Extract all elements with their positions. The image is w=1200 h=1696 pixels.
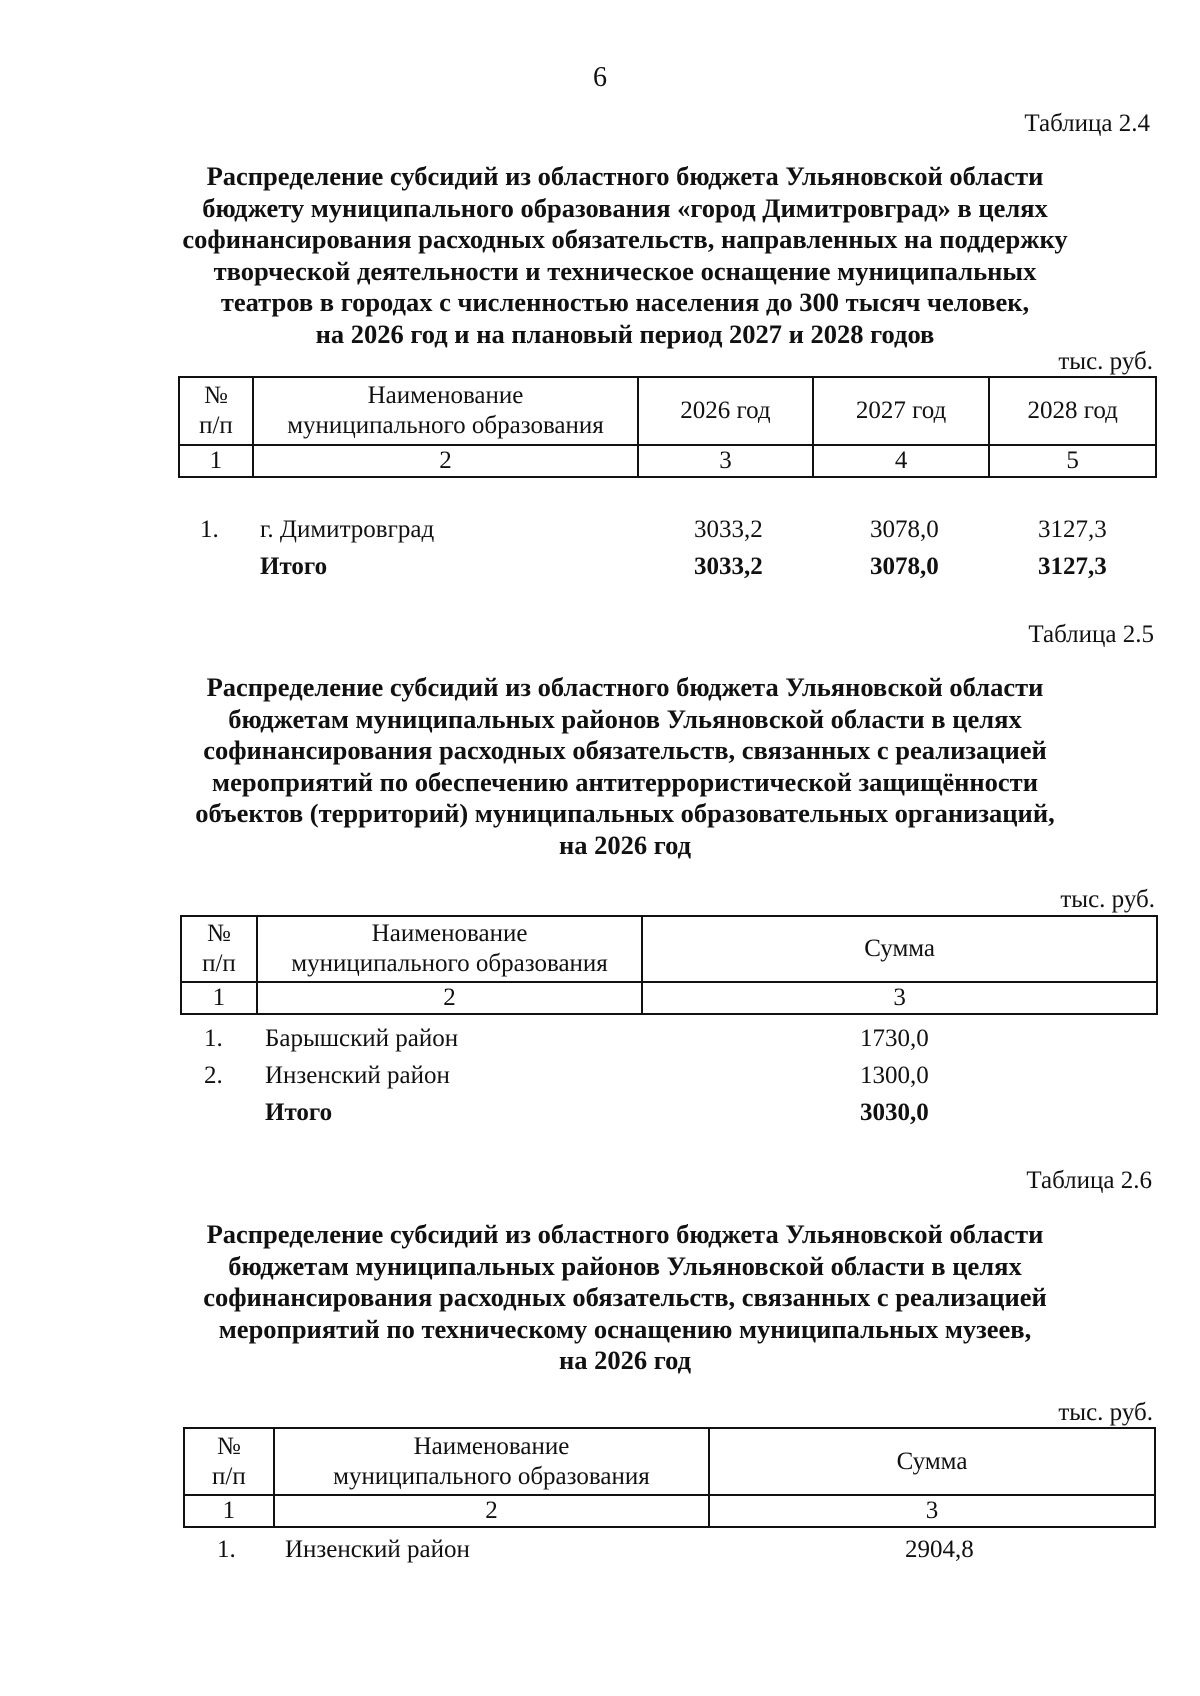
col-number: 1: [179, 445, 253, 477]
col-number: 3: [642, 982, 1157, 1014]
title-line: на 2026 год: [558, 1345, 692, 1375]
table-2-5-header: [180, 915, 1158, 1015]
row-number: 1.: [217, 1536, 236, 1563]
row-value-2028: 3127,3: [1038, 516, 1107, 543]
title-line: бюджетам муниципальных районов Ульяновской области в целях: [228, 1250, 1022, 1281]
header-name-line2: муниципального образования: [333, 1462, 650, 1490]
title-line: бюджету муниципального образования «город Димитровград» в целях: [202, 192, 1048, 223]
row-number: 1.: [200, 516, 219, 543]
header-number: [184, 1428, 274, 1495]
table-2-5-unit: тыс. руб.: [1060, 886, 1155, 913]
table-2-4-header: [178, 376, 1157, 478]
header-2026: 2026 год: [638, 377, 813, 445]
table-2-4-label: Таблица 2.4: [1024, 110, 1150, 137]
table-2-6-header: [183, 1427, 1156, 1528]
col-number: 4: [813, 445, 990, 477]
header-number: [179, 377, 253, 445]
header-sum: Сумма: [642, 916, 1157, 982]
title-line: бюджетам муниципальных районов Ульяновской области в целях: [228, 703, 1022, 734]
header-number: [181, 916, 257, 982]
title-line: Распределение субсидий из областного бюджета Ульяновской области: [206, 161, 1044, 191]
row-name: г. Димитровград: [260, 516, 435, 543]
header-sum: Сумма: [709, 1428, 1155, 1495]
total-sum: 3030,0: [860, 1099, 929, 1126]
col-number: 1: [184, 1495, 274, 1527]
col-number: 2: [257, 982, 642, 1014]
col-number: 2: [253, 445, 638, 477]
header-number-line2: п/п: [212, 1462, 246, 1490]
title-line: творческой деятельности и техническое оснащение муниципальных: [213, 255, 1037, 286]
page-number: 6: [593, 62, 607, 93]
header-name-line2: муниципального образования: [287, 412, 604, 439]
table-total-row: [180, 1099, 1158, 1131]
title-line: Распределение субсидий из областного бюджета Ульяновской области: [206, 672, 1044, 702]
header-name: [274, 1428, 709, 1495]
row-name: Барышский район: [265, 1025, 459, 1052]
title-line: мероприятий по техническому оснащению муниципальных музеев,: [218, 1313, 1032, 1344]
table-row: [183, 1536, 1156, 1568]
col-number: 1: [181, 982, 257, 1014]
table-2-6-label: Таблица 2.6: [1026, 1167, 1152, 1194]
table-2-6-unit: тыс. руб.: [1058, 1399, 1153, 1426]
table-2-4-title: [150, 161, 1100, 350]
col-number: 3: [709, 1495, 1155, 1527]
header-2028: 2028 год: [989, 377, 1156, 445]
row-value-2026: 3033,2: [694, 516, 763, 543]
header-name: [253, 377, 638, 445]
header-2027: 2027 год: [813, 377, 990, 445]
header-number-line1: №: [203, 382, 228, 409]
row-name: Инзенский район: [265, 1062, 450, 1089]
total-label: Итого: [260, 553, 328, 580]
header-number-line1: №: [206, 920, 231, 947]
table-2-6-title: [150, 1219, 1100, 1377]
total-label: Итого: [265, 1099, 333, 1126]
col-number: 2: [274, 1495, 709, 1527]
title-line: Распределение субсидий из областного бюджета Ульяновской области: [206, 1219, 1044, 1249]
title-line: объектов (территорий) муниципальных образовательных организаций,: [195, 798, 1055, 828]
header-name: [257, 916, 642, 982]
title-line: софинансирования расходных обязательств, связанных с реализацией: [203, 1282, 1047, 1312]
table-total-row: [178, 553, 1157, 585]
total-value-2026: 3033,2: [694, 553, 763, 580]
row-sum: 1300,0: [860, 1062, 929, 1089]
title-line: мероприятий по обеспечению антитеррористической защищённости: [212, 766, 1038, 797]
row-number: 2.: [204, 1062, 223, 1089]
title-line: на 2026 год: [558, 829, 692, 860]
header-number-line2: п/п: [199, 412, 233, 439]
col-number: 5: [989, 445, 1156, 477]
table-row: [180, 1025, 1158, 1057]
title-line: софинансирования расходных обязательств, направленных на поддержку: [182, 224, 1068, 254]
header-number-line2: п/п: [202, 950, 236, 977]
table-2-5-label: Таблица 2.5: [1028, 621, 1154, 648]
col-number: 3: [638, 445, 813, 477]
header-number-line1: №: [216, 1432, 241, 1460]
table-2-4-unit: тыс. руб.: [1058, 348, 1153, 375]
table-row: [178, 516, 1157, 548]
header-name-line1: Наименование: [413, 1432, 570, 1460]
row-name: Инзенский район: [285, 1536, 470, 1563]
header-name-line1: Наименование: [371, 920, 528, 947]
row-sum: 2904,8: [905, 1536, 974, 1563]
header-name-line2: муниципального образования: [291, 950, 608, 977]
row-number: 1.: [204, 1025, 223, 1052]
table-2-5-title: [150, 672, 1100, 861]
row-value-2027: 3078,0: [870, 516, 939, 543]
header-name-line1: Наименование: [367, 382, 524, 409]
total-value-2028: 3127,3: [1038, 553, 1107, 580]
row-sum: 1730,0: [860, 1025, 929, 1052]
title-line: театров в городах с численностью населения до 300 тысяч человек,: [220, 287, 1030, 317]
table-row: [180, 1062, 1158, 1094]
total-value-2027: 3078,0: [870, 553, 939, 580]
title-line: софинансирования расходных обязательств, связанных с реализацией: [203, 735, 1047, 765]
title-line: на 2026 год и на плановый период 2027 и 2028 годов: [315, 318, 935, 349]
